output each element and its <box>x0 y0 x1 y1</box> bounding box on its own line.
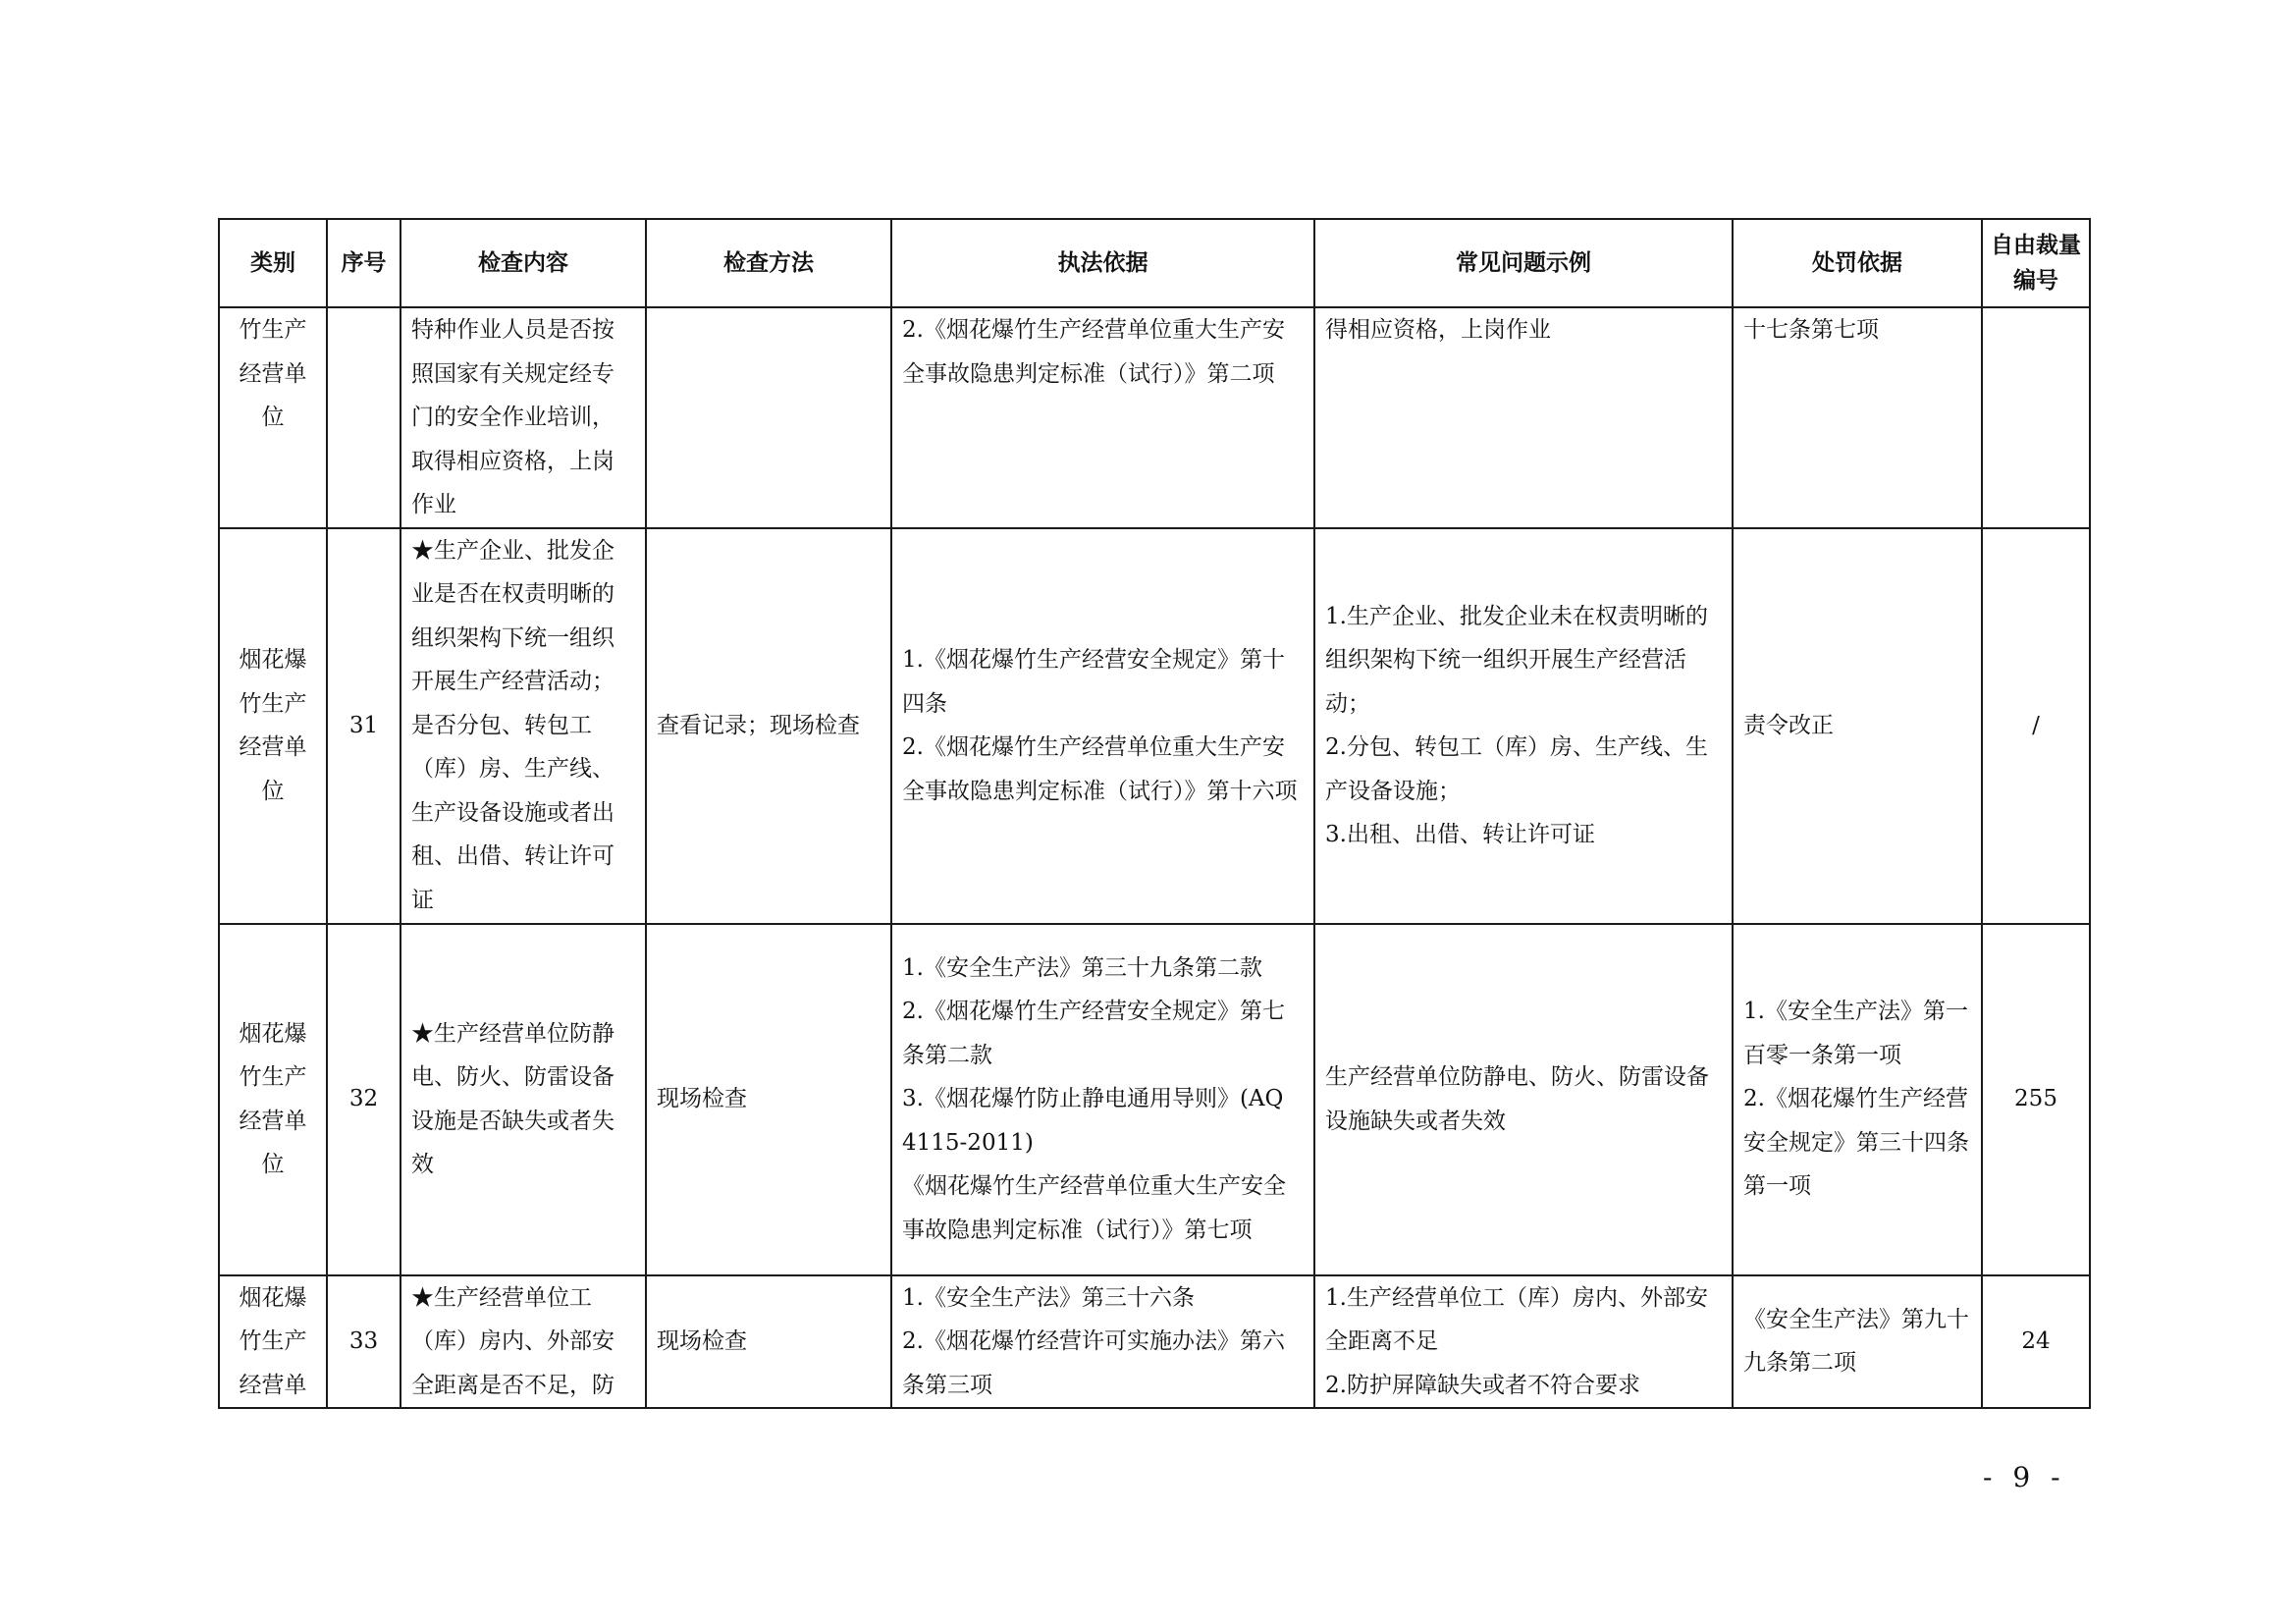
example-line: 2.防护屏障缺失或者不符合要求 <box>1325 1372 1640 1398</box>
basis-line: 1.《烟花爆竹生产经营安全规定》第十四条 <box>902 647 1285 717</box>
category-cell: 烟花爆竹生产经营单位 <box>219 924 327 1275</box>
example-cell <box>1314 528 1733 924</box>
example-cell <box>1314 924 1733 1275</box>
basis-line: 《烟花爆竹生产经营单位重大生产安全事故隐患判定标准（试行）》第七项 <box>902 1173 1286 1243</box>
example-line: 3.出租、出借、转让许可证 <box>1325 822 1595 847</box>
table-row <box>219 924 2090 1275</box>
header-discretion: 自由裁量编号 <box>1982 219 2090 307</box>
penalty-cell <box>1733 307 1982 528</box>
basis-line: 3.《烟花爆竹防止静电通用导则》(AQ 4115-2011) <box>902 1086 1284 1156</box>
header-no: 序号 <box>327 219 400 307</box>
basis-cell <box>891 307 1314 528</box>
penalty-cell <box>1733 1275 1982 1409</box>
method-cell <box>646 307 891 528</box>
example-line: 1.生产经营单位工（库）房内、外部安全距离不足 <box>1325 1284 1708 1354</box>
content-cell: ★生产经营单位工（库）房内、外部安全距离是否不足，防 <box>400 1275 646 1409</box>
penalty-line: 责令改正 <box>1743 712 1834 738</box>
header-content: 检查内容 <box>400 219 646 307</box>
discretion-cell: 24 <box>1982 1275 2090 1409</box>
content-cell: 特种作业人员是否按照国家有关规定经专门的安全作业培训，取得相应资格，上岗作业 <box>400 307 646 528</box>
basis-line: 2.《烟花爆竹经营许可实施办法》第六条第三项 <box>902 1328 1285 1398</box>
inspection-table <box>218 218 2091 1409</box>
no-cell: 32 <box>327 924 400 1275</box>
category-cell: 竹生产经营单位 <box>219 307 327 528</box>
penalty-cell <box>1733 924 1982 1275</box>
category-cell: 烟花爆竹生产经营单 <box>219 1275 327 1409</box>
basis-line: 1.《安全生产法》第三十九条第二款 <box>902 954 1262 981</box>
discretion-cell: / <box>1982 528 2090 924</box>
header-method: 检查方法 <box>646 219 891 307</box>
method-cell: 查看记录；现场检查 <box>646 528 891 924</box>
no-cell <box>327 307 400 528</box>
penalty-line: 十七条第七项 <box>1743 317 1879 343</box>
basis-line: 1.《安全生产法》第三十六条 <box>902 1284 1195 1311</box>
method-cell: 现场检查 <box>646 1275 891 1409</box>
header-penalty: 处罚依据 <box>1733 219 1982 307</box>
example-line: 生产经营单位防静电、防火、防雷设备设施缺失或者失效 <box>1325 1064 1709 1134</box>
no-cell: 31 <box>327 528 400 924</box>
basis-line: 2.《烟花爆竹生产经营单位重大生产安全事故隐患判定标准（试行）》第十六项 <box>902 734 1298 804</box>
basis-line: 2.《烟花爆竹生产经营单位重大生产安全事故隐患判定标准（试行）》第二项 <box>902 317 1285 387</box>
page-number: - 9 - <box>1983 1461 2066 1493</box>
penalty-line: 2.《烟花爆竹生产经营安全规定》第三十四条第一项 <box>1743 1086 1969 1200</box>
discretion-cell: 255 <box>1982 924 2090 1275</box>
example-cell <box>1314 1275 1733 1409</box>
discretion-cell <box>1982 307 2090 528</box>
content-cell: ★生产企业、批发企业是否在权责明晰的组织架构下统一组织开展生产经营活动；是否分包、转包工（库）房、生产线、生产设备设施或者出租、出借、转让许可证 <box>400 528 646 924</box>
no-cell: 33 <box>327 1275 400 1409</box>
table-row <box>219 307 2090 528</box>
content-cell: ★生产经营单位防静电、防火、防雷设备设施是否缺失或者失效 <box>400 924 646 1275</box>
example-line: 得相应资格，上岗作业 <box>1325 317 1551 343</box>
header-category: 类别 <box>219 219 327 307</box>
basis-cell <box>891 528 1314 924</box>
header-example: 常见问题示例 <box>1314 219 1733 307</box>
basis-cell <box>891 924 1314 1275</box>
example-cell <box>1314 307 1733 528</box>
example-line: 1.生产企业、批发企业未在权责明晰的组织架构下统一组织开展生产经营活动； <box>1325 603 1708 717</box>
table-header-row <box>219 219 2090 307</box>
method-cell: 现场检查 <box>646 924 891 1275</box>
header-basis: 执法依据 <box>891 219 1314 307</box>
table-row <box>219 528 2090 924</box>
basis-cell <box>891 1275 1314 1409</box>
basis-line: 2.《烟花爆竹生产经营安全规定》第七条第二款 <box>902 999 1285 1068</box>
penalty-line: 《安全生产法》第九十九条第二项 <box>1743 1306 1969 1377</box>
penalty-line: 1.《安全生产法》第一百零一条第一项 <box>1743 999 1968 1068</box>
example-line: 2.分包、转包工（库）房、生产线、生产设备设施； <box>1325 734 1708 804</box>
category-cell: 烟花爆竹生产经营单位 <box>219 528 327 924</box>
table-row <box>219 1275 2090 1409</box>
penalty-cell <box>1733 528 1982 924</box>
